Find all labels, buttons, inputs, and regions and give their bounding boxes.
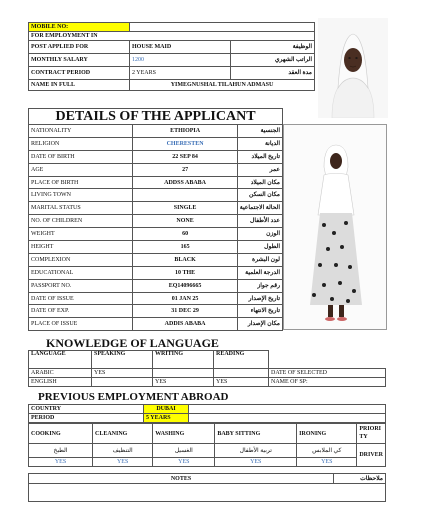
lang-header-speaking: SPEAKING (92, 351, 153, 369)
detail-label: WEIGHT (29, 228, 133, 241)
detail-arabic: مكان الإصدار (237, 318, 282, 331)
detail-row (29, 292, 283, 305)
detail-arabic: الدرجة العلمية (237, 266, 282, 279)
detail-arabic: تاريخ الإصدار (237, 292, 282, 305)
monthly-salary-value: 1200 (130, 54, 231, 67)
skill-value-washing: YES (153, 458, 215, 467)
detail-label: DATE OF ISSUE (29, 292, 133, 305)
detail-row (29, 253, 283, 266)
skill-value-ironing: YES (297, 458, 357, 467)
mobile-no-value (130, 23, 315, 32)
detail-arabic: الجنسية (237, 125, 282, 138)
detail-arabic: مكان الميلاد (237, 176, 282, 189)
post-applied-arabic: الوظيفة (231, 41, 315, 54)
detail-value: 27 (133, 163, 237, 176)
details-table (28, 124, 283, 331)
headshot-photo (318, 18, 388, 118)
lang-row-arabic-writing (153, 369, 214, 378)
detail-value: ADDIS ABABA (133, 318, 237, 331)
detail-arabic: الوزن (237, 228, 282, 241)
detail-arabic: عمر (237, 163, 282, 176)
name-value: YIMEGNUSHAL TILAHUN ADMASU (130, 80, 315, 91)
skill-header-cleaning: CLEANING (93, 424, 153, 444)
monthly-salary-arabic: الراتب الشهري (231, 54, 315, 67)
detail-row (29, 266, 283, 279)
detail-arabic: الطول (237, 241, 282, 254)
skill-header-ironing: IRONING (297, 424, 357, 444)
notes-label: NOTES (29, 474, 334, 484)
detail-value: SINGLE (133, 202, 237, 215)
employment-title: PREVIOUS EMPLOYMENT ABROAD (38, 391, 229, 403)
detail-row (29, 150, 283, 163)
skill-arabic-cooking: الطبخ (29, 444, 93, 458)
detail-row (29, 125, 283, 138)
lang-row-arabic-reading (214, 369, 269, 378)
detail-row (29, 228, 283, 241)
detail-label: PASSPORT NO. (29, 279, 133, 292)
detail-row (29, 137, 283, 150)
detail-arabic: مكان السكن (237, 189, 282, 202)
country-label: COUNTRY (29, 405, 144, 414)
country-value: DUBAI (144, 405, 189, 414)
detail-value: NONE (133, 215, 237, 228)
lang-row-english-writing: YES (153, 378, 214, 387)
detail-row (29, 176, 283, 189)
detail-value: 01 JAN 25 (133, 292, 237, 305)
detail-value: 10 THE (133, 266, 237, 279)
skill-value-cleaning: YES (93, 458, 153, 467)
detail-label: MARITAL STATUS (29, 202, 133, 215)
skill-arabic-ironing: كي الملابس (297, 444, 357, 458)
detail-label: COMPLEXION (29, 253, 133, 266)
detail-row (29, 318, 283, 331)
lang-row-english-reading: YES (214, 378, 269, 387)
headshot-portrait-icon (318, 18, 388, 118)
detail-row (29, 163, 283, 176)
detail-arabic: تاريخ الميلاد (237, 150, 282, 163)
detail-arabic: عدد الأطفال (237, 215, 282, 228)
detail-arabic: الديانة (237, 137, 282, 150)
detail-value: 31 DEC 29 (133, 305, 237, 318)
detail-label: DATE OF EXP. (29, 305, 133, 318)
post-applied-label: POST APPLIED FOR (29, 41, 130, 54)
full-body-photo (283, 124, 387, 330)
detail-row (29, 305, 283, 318)
lang-header-reading: READING (214, 351, 269, 369)
detail-value: BLACK (133, 253, 237, 266)
detail-label: RELIGION (29, 137, 133, 150)
lang-row-english-speaking (92, 378, 153, 387)
detail-value: 165 (133, 241, 237, 254)
detail-row (29, 215, 283, 228)
lang-header-language: LANGUAGE (29, 351, 92, 369)
mobile-no-label: MOBILE NO: (29, 23, 130, 32)
contract-period-label: CONTRACT PERIOD (29, 67, 130, 80)
detail-label: HEIGHT (29, 241, 133, 254)
detail-arabic: لون البشرة (237, 253, 282, 266)
lang-row-arabic-language: ARABIC (29, 369, 92, 378)
language-table (28, 350, 386, 387)
skill-header-baby-sitting: BABY SITTING (215, 424, 297, 444)
period-value: 5 YEARS (144, 414, 189, 423)
contract-period-arabic: مدة العقد (231, 67, 315, 80)
skill-arabic-washing: الغسيل (153, 444, 215, 458)
skill-header-cooking: COOKING (29, 424, 93, 444)
language-title: KNOWLEDGE OF LANGUAGE (46, 336, 219, 350)
period-label: PERIOD (29, 414, 144, 423)
detail-label: LIVING TOWN (29, 189, 133, 202)
detail-row (29, 202, 283, 215)
skill-value-baby-sitting: YES (215, 458, 297, 467)
name-label: NAME IN FULL (29, 80, 130, 91)
full-body-portrait-icon (284, 125, 387, 330)
details-title: DETAILS OF THE APPLICANT (28, 108, 283, 124)
detail-value (133, 189, 237, 202)
for-employment-label: FOR EMPLOYMENT IN (29, 32, 315, 41)
notes-table (28, 473, 386, 502)
detail-label: EDUCATIONAL (29, 266, 133, 279)
skill-header-washing: WASHING (153, 424, 215, 444)
skills-table (28, 423, 386, 467)
skill-driver: DRIVER (357, 444, 386, 467)
detail-value: 60 (133, 228, 237, 241)
skill-value-cooking: YES (29, 458, 93, 467)
skill-arabic-baby-sitting: تربية الأطفال (215, 444, 297, 458)
contract-period-value: 2 YEARS (130, 67, 231, 80)
notes-content (29, 484, 386, 502)
detail-value: ADDSS ABABA (133, 176, 237, 189)
detail-row (29, 241, 283, 254)
detail-label: PLACE OF BIRTH (29, 176, 133, 189)
detail-label: PLACE OF ISSUE (29, 318, 133, 331)
detail-arabic: الحالة الاجتماعية (237, 202, 282, 215)
skill-header-priority: PRIORI TY (357, 424, 386, 444)
lang-row-arabic-speaking: YES (92, 369, 153, 378)
date-of-selected-label: DATE OF SELECTED (269, 369, 386, 378)
monthly-salary-label: MONTHLY SALARY (29, 54, 130, 67)
detail-label: DATE OF BIRTH (29, 150, 133, 163)
detail-row (29, 279, 283, 292)
detail-value: CHERESTEN (133, 137, 237, 150)
detail-label: NATIONALITY (29, 125, 133, 138)
detail-value: ETHIOPIA (133, 125, 237, 138)
detail-arabic: تاريخ الانتهاء (237, 305, 282, 318)
lang-header-writing: WRITING (153, 351, 214, 369)
detail-value: 22 SEP 84 (133, 150, 237, 163)
detail-value: EQ14096665 (133, 279, 237, 292)
header-table (28, 22, 315, 91)
skill-arabic-cleaning: التنظيف (93, 444, 153, 458)
lang-row-english-language: ENGLISH (29, 378, 92, 387)
employment-table (28, 404, 386, 423)
detail-label: AGE (29, 163, 133, 176)
post-applied-value: HOUSE MAID (130, 41, 231, 54)
name-of-sp-label: NAME OF SP: (269, 378, 386, 387)
notes-arabic: ملاحظات (334, 474, 386, 484)
detail-arabic: رقم جواز (237, 279, 282, 292)
detail-row (29, 189, 283, 202)
detail-label: NO. OF CHILDREN (29, 215, 133, 228)
